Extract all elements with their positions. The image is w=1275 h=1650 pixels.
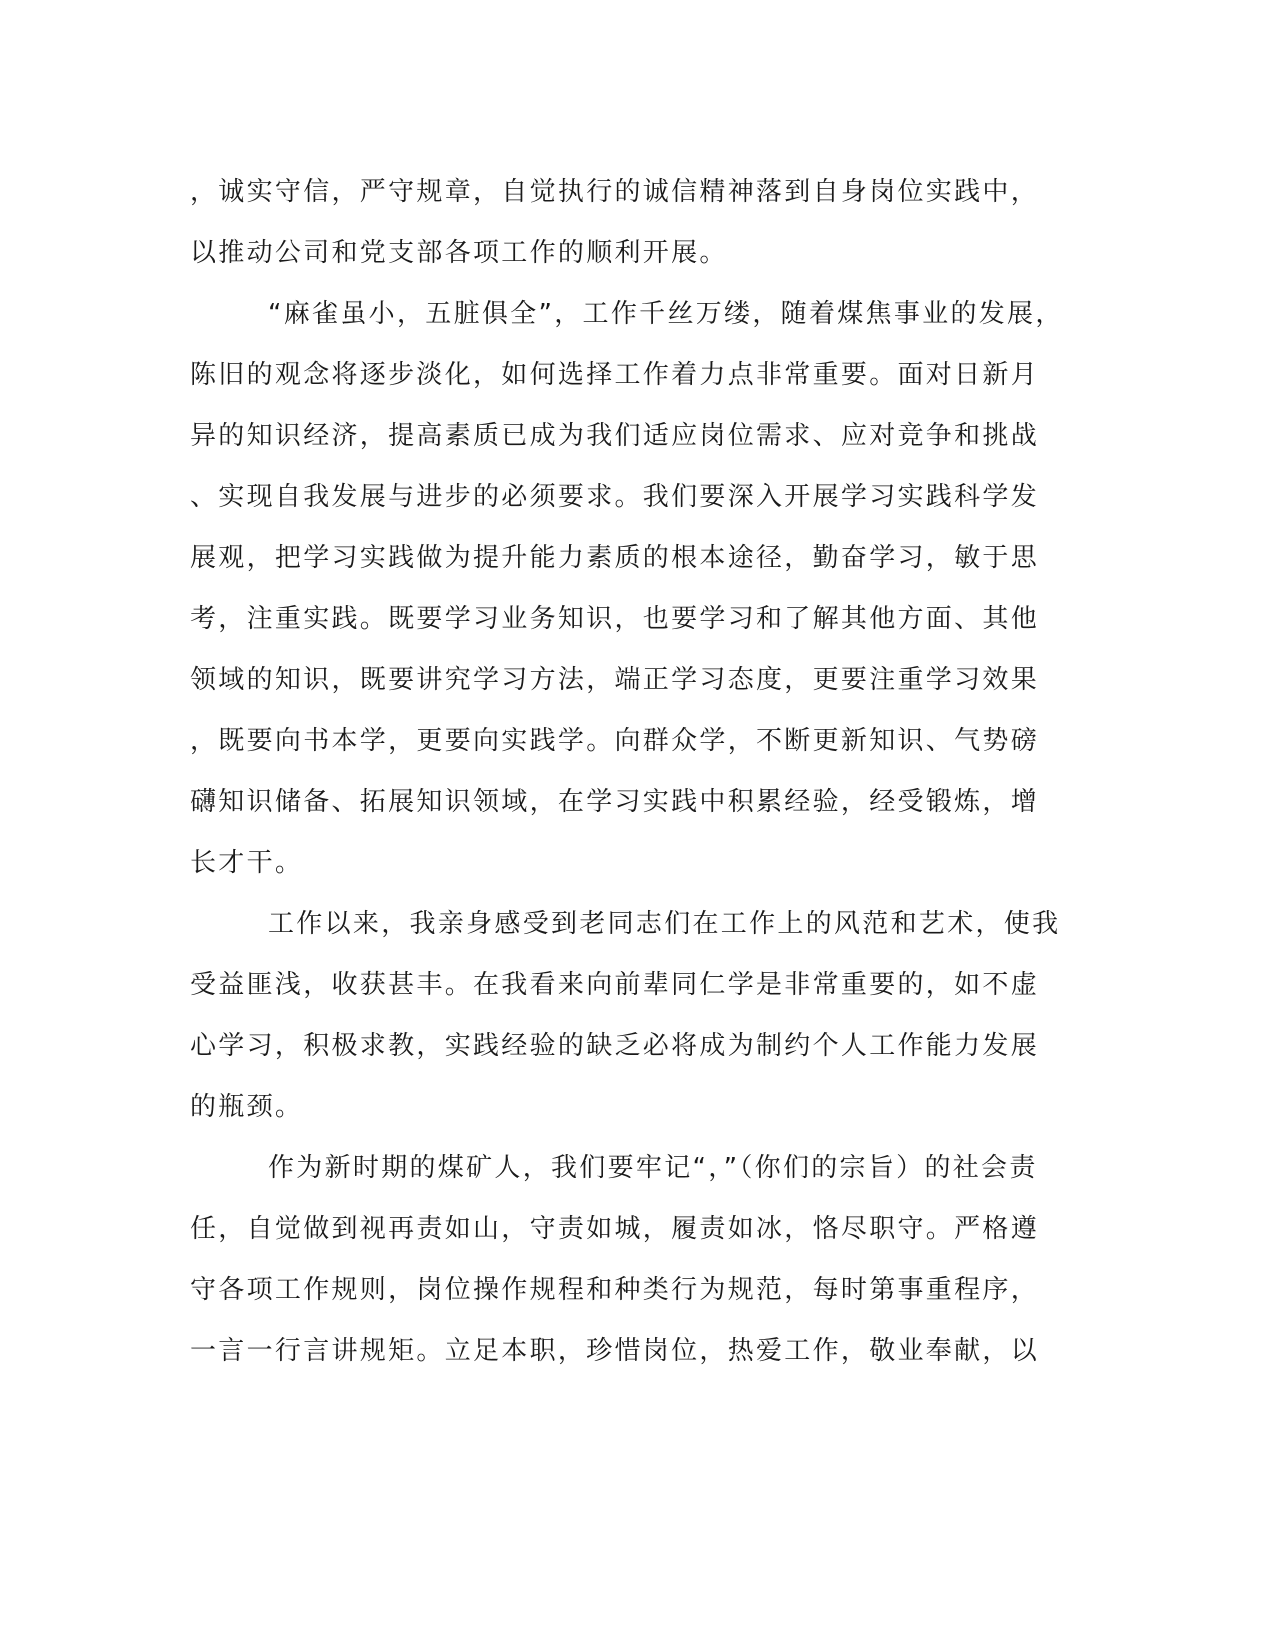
text-line: 以推动公司和党支部各项工作的顺利开展。 xyxy=(190,238,728,268)
text-line: 工作以来，我亲身感受到老同志们在工作上的风范和艺术，使我 xyxy=(268,909,1061,939)
document-body xyxy=(190,162,1070,1382)
text-line: 展观，把学习实践做为提升能力素质的根本途径，勤奋学习，敏于思 xyxy=(190,543,1040,573)
paragraph-4 xyxy=(190,1138,1070,1382)
text-line: 任，自觉做到视再责如山，守责如城，履责如冰，恪尽职守。严格遵 xyxy=(190,1214,1040,1244)
text-line: 的瓶颈。 xyxy=(190,1092,304,1122)
paragraph-3 xyxy=(190,894,1070,1138)
paragraph-2 xyxy=(190,284,1070,894)
text-line: 考，注重实践。既要学习业务知识，也要学习和了解其他方面、其他 xyxy=(190,604,1040,634)
text-line: 异的知识经济，提高素质已成为我们适应岗位需求、应对竞争和挑战 xyxy=(190,421,1040,451)
paragraph-1 xyxy=(190,162,1070,284)
text-line: 守各项工作规则，岗位操作规程和种类行为规范，每时第事重程序， xyxy=(190,1275,1040,1305)
text-line: 作为新时期的煤矿人，我们要牢记“，”（你们的宗旨）的社会责 xyxy=(268,1153,1038,1183)
text-line: 一言一行言讲规矩。立足本职，珍惜岗位，热爱工作，敬业奉献，以 xyxy=(190,1336,1040,1366)
text-line: ，既要向书本学，更要向实践学。向群众学，不断更新知识、气势磅 xyxy=(190,726,1040,756)
text-line: 受益匪浅，收获甚丰。在我看来向前辈同仁学是非常重要的，如不虚 xyxy=(190,970,1040,1000)
text-line: 领域的知识，既要讲究学习方法，端正学习态度，更要注重学习效果 xyxy=(190,665,1040,695)
text-line: 陈旧的观念将逐步淡化，如何选择工作着力点非常重要。面对日新月 xyxy=(190,360,1040,390)
text-line: 心学习，积极求教，实践经验的缺乏必将成为制约个人工作能力发展 xyxy=(190,1031,1040,1061)
text-line: 长才干。 xyxy=(190,848,304,878)
text-line: ，诚实守信，严守规章，自觉执行的诚信精神落到自身岗位实践中， xyxy=(190,177,1040,207)
text-line: “麻雀虽小，五脏俱全”，工作千丝万缕，随着煤焦事业的发展， xyxy=(268,299,1064,329)
text-line: 、实现自我发展与进步的必须要求。我们要深入开展学习实践科学发 xyxy=(190,482,1040,512)
text-line: 礴知识储备、拓展知识领域，在学习实践中积累经验，经受锻炼，增 xyxy=(190,787,1040,817)
